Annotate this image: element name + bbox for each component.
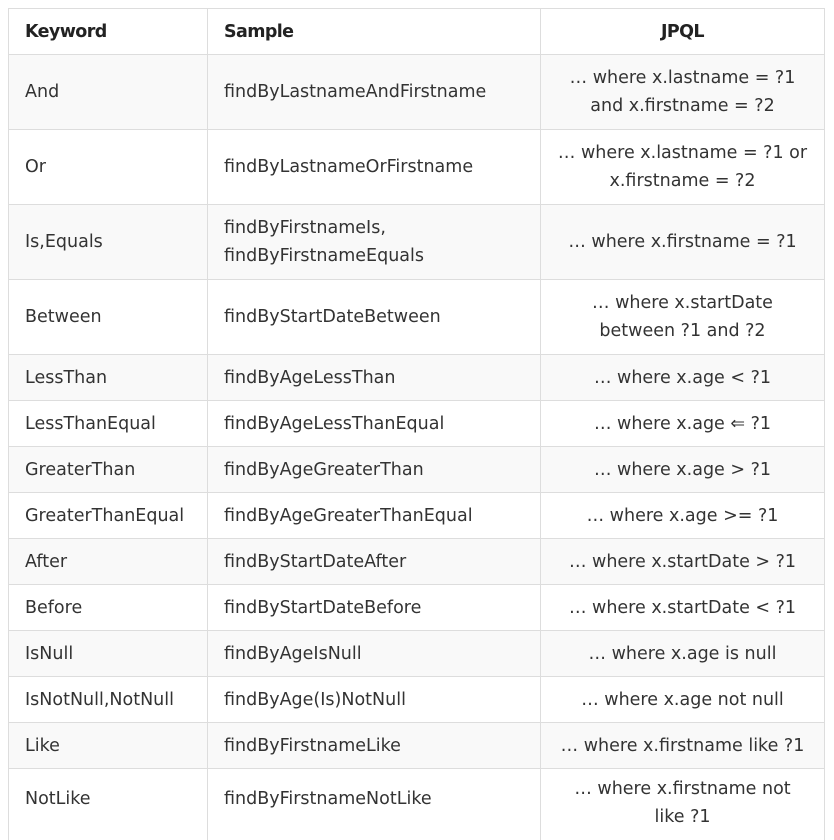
sample-text: findByAgeLessThan [224,367,396,388]
table-row [9,447,825,493]
keyword-cell: Between [9,280,208,355]
table-row [9,769,825,840]
header-jpql: JPQL [541,9,825,55]
jpql-cell [541,447,825,493]
jpql-cell [541,401,825,447]
jpql-text: … where x.age >= ?1 [586,505,779,526]
sample-cell [208,723,541,769]
keyword-cell: Before [9,585,208,631]
sample-text: findByLastnameOrFirstname [224,157,474,177]
sample-cell [208,769,541,840]
keyword-cell: After [9,539,208,585]
jpql-cell [541,493,825,539]
jpql-text: … where x.age not null [581,689,784,710]
jpql-text: … where x.lastname = ?1 or [557,143,808,163]
jpql-text: … where x.age > ?1 [593,459,772,480]
table-row [9,677,825,723]
jpql-text: … where x.firstname not [574,779,791,799]
jpql-cell [541,205,825,280]
sample-text: findByFirstnameNotLike [224,789,432,809]
jpql-cell [541,539,825,585]
jpql-cell [541,355,825,401]
table-row [9,493,825,539]
sample-cell [208,130,541,205]
jpql-text: … where x.startDate > ?1 [568,551,797,572]
sample-text: findByAge(Is)NotNull [224,689,406,710]
sample-text: findByAgeGreaterThan [224,459,424,480]
keyword-cell: NotLike [9,769,208,840]
jpql-text: between ?1 and ?2 [599,321,766,341]
sample-text: findByAgeGreaterThanEqual [224,505,473,526]
table-row [9,130,825,205]
keyword-cell: Is,Equals [9,205,208,280]
sample-text: findByAgeIsNull [224,643,362,664]
jpql-cell [541,723,825,769]
jpql-text: x.firstname = ?2 [609,171,756,191]
jpql-text: … where x.startDate < ?1 [568,597,797,618]
sample-cell [208,493,541,539]
jpql-text: like ?1 [654,807,711,827]
keyword-cell: LessThanEqual [9,401,208,447]
sample-cell [208,677,541,723]
table-body [9,55,825,840]
table-row [9,55,825,130]
jpql-text: … where x.firstname = ?1 [568,232,797,252]
keyword-cell: IsNotNull,NotNull [9,677,208,723]
jpql-text: … where x.lastname = ?1 [569,68,796,88]
keyword-cell: GreaterThanEqual [9,493,208,539]
sample-cell [208,55,541,130]
table-row [9,723,825,769]
jpql-cell [541,130,825,205]
sample-text: findByFirstnameIs, [224,218,386,238]
sample-text: findByStartDateBefore [224,597,422,618]
table-row [9,631,825,677]
jpql-cell [541,55,825,130]
table-header [9,9,825,55]
jpql-text: … where x.age is null [588,643,777,664]
table-row [9,355,825,401]
jpql-text: … where x.age ⇐ ?1 [593,413,772,434]
jpql-cell [541,769,825,840]
sample-text: findByFirstnameLike [224,735,401,756]
sample-cell [208,280,541,355]
keyword-cell: Or [9,130,208,205]
jpql-text: … where x.firstname like ?1 [560,735,805,756]
table-row [9,585,825,631]
table-row [9,401,825,447]
jpql-cell [541,677,825,723]
header-keyword: Keyword [9,9,208,55]
sample-text: findByFirstnameEquals [224,246,425,266]
sample-text: findByStartDateAfter [224,551,407,572]
sample-text: findByAgeLessThanEqual [224,413,445,434]
sample-text: findByStartDateBetween [224,307,441,327]
table-row [9,280,825,355]
sample-text: findByLastnameAndFirstname [224,82,487,102]
keyword-cell: GreaterThan [9,447,208,493]
keyword-cell: LessThan [9,355,208,401]
sample-cell [208,205,541,280]
sample-cell [208,585,541,631]
sample-cell [208,447,541,493]
jpql-cell [541,280,825,355]
jpql-cell [541,631,825,677]
sample-cell [208,401,541,447]
keyword-cell: And [9,55,208,130]
keyword-cell: Like [9,723,208,769]
sample-cell [208,631,541,677]
jpql-text: … where x.age < ?1 [593,367,772,388]
jpql-cell [541,585,825,631]
header-row [9,9,825,55]
jpql-text: and x.firstname = ?2 [590,96,775,116]
sample-cell [208,539,541,585]
jpql-text: … where x.startDate [592,293,773,313]
sample-cell [208,355,541,401]
header-sample: Sample [208,9,541,55]
table-row [9,205,825,280]
keyword-table [8,8,825,840]
keyword-cell: IsNull [9,631,208,677]
table-row [9,539,825,585]
